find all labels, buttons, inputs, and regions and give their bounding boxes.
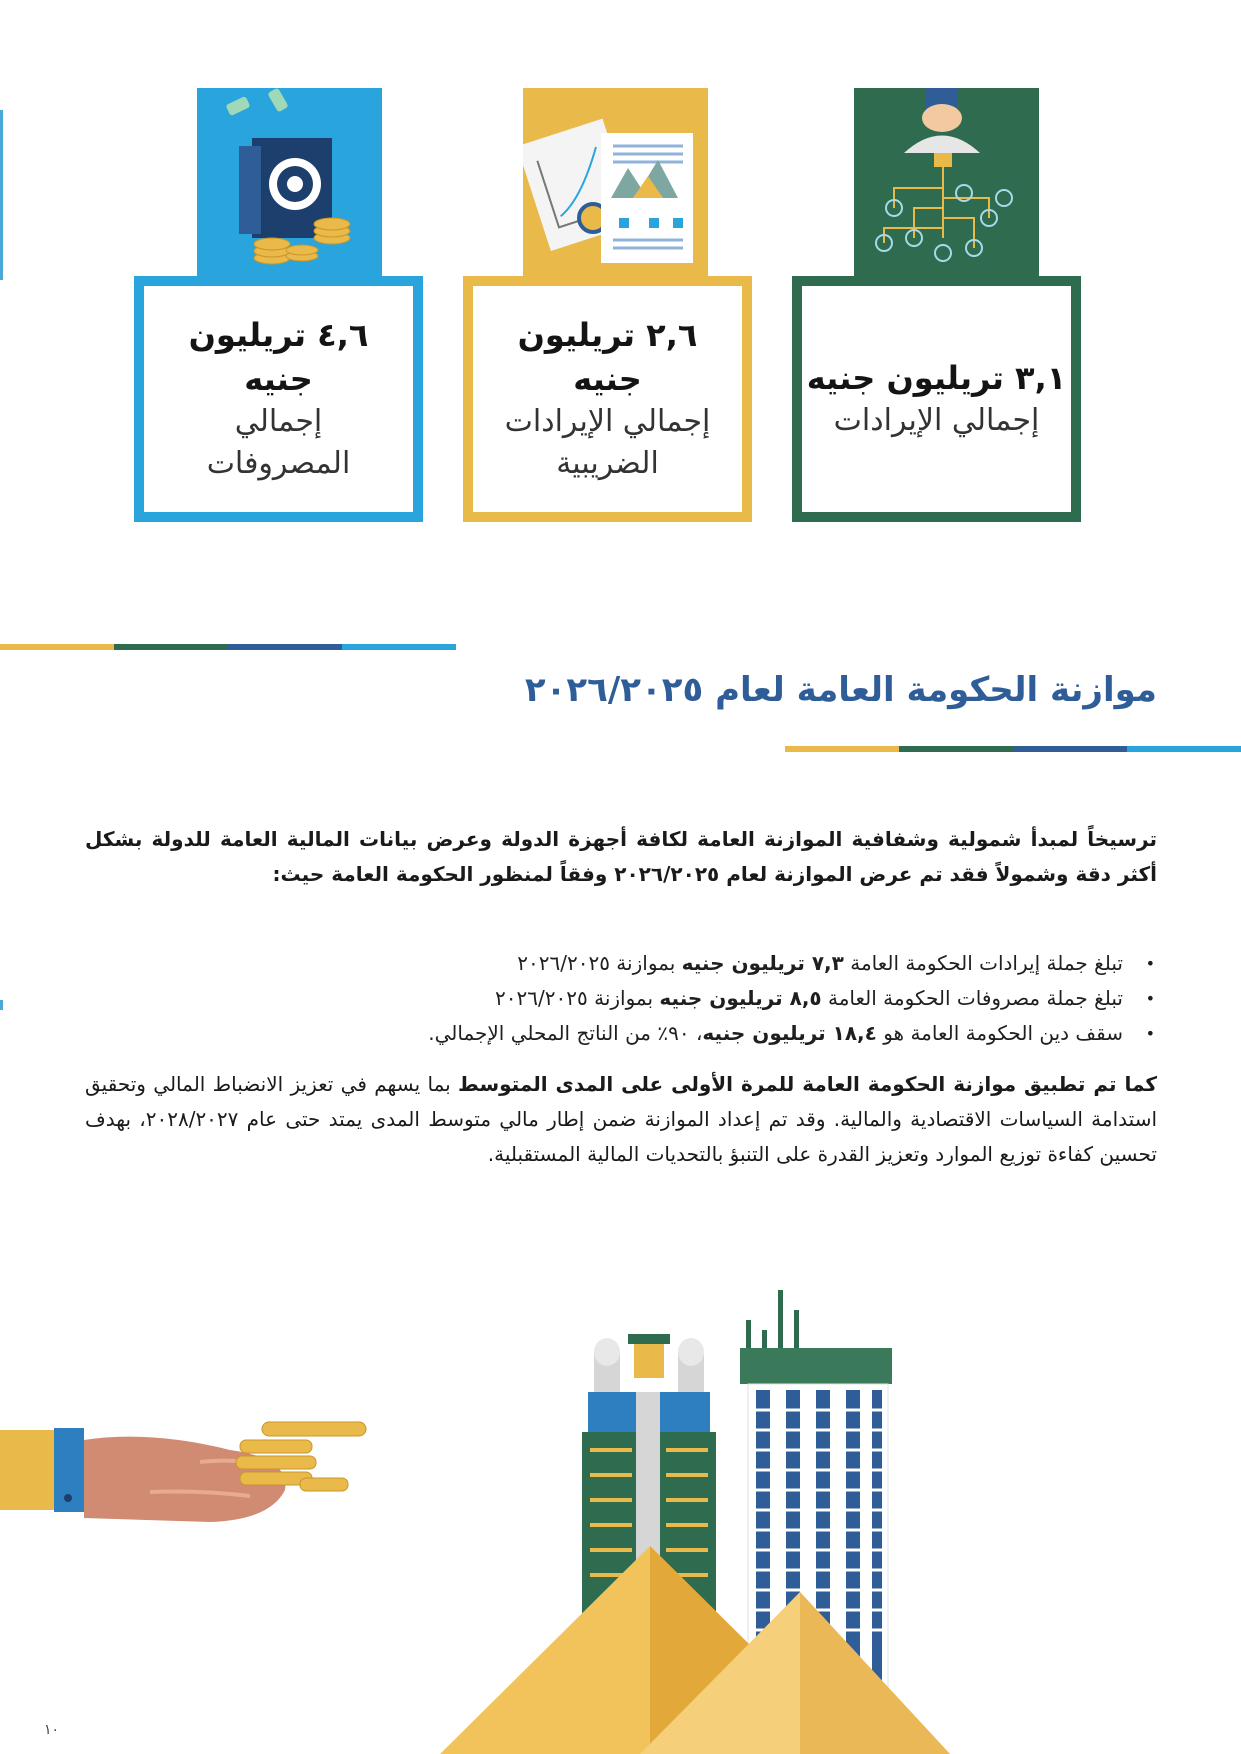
card-value: ٤,٦ تريليون جنيه — [188, 316, 369, 398]
tax-revenue-illustration — [523, 88, 708, 276]
expenditure-illustration — [197, 88, 382, 276]
card-value: ٣,١ تريليون جنيه — [806, 359, 1067, 397]
top-stripe — [0, 644, 456, 650]
charts-documents-icon — [523, 88, 708, 276]
list-item: • تبلغ جملة مصروفات الحكومة العامة ٨,٥ تريليون جنيه بموازنة ٢٠٢٦/٢٠٢٥ — [51, 981, 1123, 1016]
card-total-expenditure — [134, 276, 423, 522]
card-tax-revenue — [463, 276, 752, 522]
list-item: • سقف دين الحكومة العامة هو ١٨,٤ تريليون جنيه، ٩٠٪ من الناتج المحلي الإجمالي. — [51, 1016, 1123, 1051]
revenue-illustration — [854, 88, 1039, 276]
budget-bullets — [51, 946, 1157, 1051]
mtbf-paragraph — [85, 1067, 1157, 1172]
card-value: ٢,٦ تريليون جنيه — [517, 316, 698, 398]
hand-coins-icon — [0, 1422, 366, 1522]
intro-paragraph: ترسيخاً لمبدأ شمولية وشفافية الموازنة العامة لكافة أجهزة الدولة وعرض بيانات المالية العامة للدولة بشكل أكثر دقة وشمولاً فقد تم عرض الموازنة لعام ٢٠٢٦/٢٠٢٥ وفقاً لمنظور الحكومة العامة حيث: — [85, 827, 1157, 886]
edge-marker — [0, 110, 3, 280]
card-total-revenue — [792, 276, 1081, 522]
list-item: • تبلغ جملة إيرادات الحكومة العامة ٧,٣ تريليون جنيه بموازنة ٢٠٢٦/٢٠٢٥ — [51, 946, 1123, 981]
page-number: ١٠ — [44, 1722, 60, 1738]
edge-marker — [0, 1000, 3, 1010]
safe-coins-icon — [197, 88, 382, 276]
mtbf-lead: كما تم تطبيق موازنة الحكومة العامة للمرة الأولى على المدى المتوسط — [458, 1072, 1157, 1096]
hand-network-icon — [854, 88, 1039, 276]
card-label: إجمالي المصروفات — [206, 404, 351, 481]
card-label: إجمالي الإيرادات الضريبية — [504, 404, 711, 481]
city-pyramids-illustration — [0, 1290, 1241, 1754]
section-title: موازنة الحكومة العامة لعام ٢٠٢٦/٢٠٢٥ — [524, 670, 1157, 710]
card-label: إجمالي الإيرادات — [833, 403, 1040, 438]
mtbf-body: بما يسهم في تعزيز الانضباط المالي وتحقيق استدامة السياسات الاقتصادية والمالية. وقد تم إعداد الموازنة ضمن إطار مالي متوسط المدى يمتد حتى عام ٢٠٢٨/٢٠٢٧، بهدف تحسين كفاءة توزيع الموارد وتعزيز القدرة على التنبؤ بالتحديات المالية المستقبلية. — [85, 1072, 1158, 1166]
title-underline-stripe — [785, 746, 1241, 752]
